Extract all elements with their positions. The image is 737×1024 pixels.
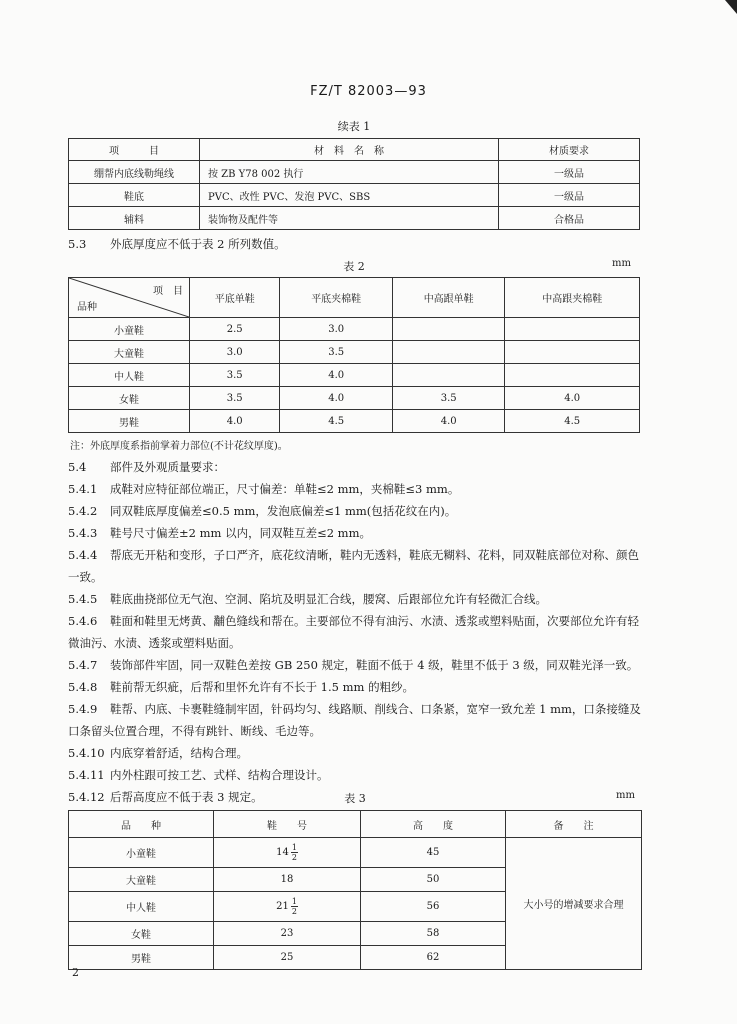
table2-cell: 3.5 [190,364,280,387]
section-5-3 [68,233,646,255]
table3-cell: 女鞋 [69,922,214,946]
table-3 [68,810,642,970]
table2-header: 平底单鞋 [190,278,280,318]
paragraph [68,478,646,500]
fraction-numerator: 1 [291,843,297,852]
paragraph-number: 5.4.4 [68,548,98,562]
table3-header: 鞋 号 [214,811,361,838]
page-number: 2 [72,966,79,979]
table-2 [68,277,640,433]
paragraph-text: 鞋底曲挠部位无气泡、空洞、陷坑及明显汇合线，腰窝、后跟部位允许有轻微汇合线。 [110,592,547,606]
table2-cell [392,364,505,387]
table2-corner-bottom: 品种 [77,302,97,313]
paragraph [68,500,646,522]
table3-header: 品 种 [69,811,214,838]
table2-cell: 4.5 [505,410,640,433]
table2-header-row [69,278,640,318]
table2-cell: 4.0 [280,387,393,410]
paragraph-number: 5.4.5 [68,592,98,606]
paragraph [68,698,646,742]
size-whole: 14 [276,847,289,858]
table3-size-cell: 23 [214,922,361,946]
paragraph-text: 同双鞋底厚度偏差≤0.5 mm，发泡底偏差≤1 mm(包括花纹在内)。 [110,504,457,518]
table-row [69,161,640,184]
table2-cell: 4.5 [280,410,393,433]
size-fraction [291,897,298,916]
paragraph-text: 内外柱跟可按工艺、式样、结构合理设计。 [110,768,329,782]
paragraph [68,676,646,698]
table-row [69,410,640,433]
paragraph-text: 内底穿着舒适，结构合理。 [110,746,248,760]
table2-cell: 3.0 [280,318,393,341]
table2-cell: 4.0 [280,364,393,387]
table3-cell: 男鞋 [69,946,214,970]
table3-cell: 小童鞋 [69,838,214,868]
table-row [69,387,640,410]
table1-header-requirement: 材质要求 [499,139,640,161]
table3-size-cell: 25 [214,946,361,970]
table3-size-cell [214,838,361,868]
paragraph-number: 5.4.6 [68,614,98,628]
table2-cell: 男鞋 [69,410,190,433]
table2-header: 平底夹棉鞋 [280,278,393,318]
table2-cell [505,318,640,341]
table-row [69,838,642,868]
table1-cell: 一级品 [499,161,640,184]
table2-cell [392,341,505,364]
fraction-numerator: 1 [291,897,297,906]
paragraph-number: 5.4.12 [68,790,105,804]
paragraph [68,588,646,610]
table2-cell [392,318,505,341]
section-number: 5.3 [68,237,87,251]
fraction-denominator: 2 [291,853,297,862]
table2-cell: 3.0 [190,341,280,364]
table1-cell: 鞋底 [69,184,200,207]
table2-cell: 4.0 [392,410,505,433]
paragraph-number: 5.4.3 [68,526,98,540]
table3-cell: 45 [361,838,506,868]
paragraph-number: 5.4.1 [68,482,98,496]
paragraph-number: 5.4.8 [68,680,98,694]
paragraph-text: 鞋帮、内底、卡裹鞋缝制牢固，针码均匀、线路顺、削线合、口条紧，宽窄一致允差 1 mm，口条接缝及口条留头位置合理，不得有跳针、断线、毛边等。 [68,702,641,738]
table1-cell: 装饰物及配件等 [200,207,499,230]
table3-cell: 中人鞋 [69,892,214,922]
paragraph-text: 部件及外观质量要求： [110,460,225,474]
paragraph [68,764,646,786]
paragraph-number: 5.4 [68,460,87,474]
table3-caption: 表 3 [344,792,366,805]
table2-corner-cell [69,278,190,318]
paragraph [68,742,646,764]
table3-cell: 62 [361,946,506,970]
table3-remark: 大小号的增减要求合理 [506,838,642,970]
paragraph-text: 鞋面和鞋里无烤黄、黼色缝线和帮在。主要部位不得有油污、水渍、透浆或塑料贴面，次要部位允许有轻微油污、水渍、透浆或塑料贴面。 [68,614,639,650]
paragraph [68,610,646,654]
size-whole: 21 [276,901,289,912]
page-corner-mark-icon [725,0,737,14]
table1-cell: 绷帮内底线勒绳线 [69,161,200,184]
table2-cell: 3.5 [392,387,505,410]
table1-header-material: 材 料 名 称 [200,139,499,161]
table1-cell: 一级品 [499,184,640,207]
table-row [69,207,640,230]
table3-cell: 大童鞋 [69,868,214,892]
table3-header: 备 注 [506,811,642,838]
paragraph [68,654,646,676]
table2-unit: mm [612,258,631,269]
table2-cell: 女鞋 [69,387,190,410]
table2-caption: 表 2 [343,260,365,273]
table1-cell: 合格品 [499,207,640,230]
table1-header-item: 项 目 [69,139,200,161]
paragraph-text: 成鞋对应特征部位端正，尺寸偏差：单鞋≤2 mm，夹棉鞋≤3 mm。 [110,482,460,496]
table-row [69,364,640,387]
paragraph [68,522,646,544]
table2-corner-top: 项 目 [153,286,183,297]
table-row [69,318,640,341]
section-text: 外底厚度应不低于表 2 所列数值。 [110,237,286,251]
paragraph-number: 5.4.9 [68,702,98,716]
table2-cell: 4.0 [190,410,280,433]
table3-cell: 56 [361,892,506,922]
paragraph-text: 装饰部件牢固，同一双鞋色差按 GB 250 规定，鞋面不低于 4 级，鞋里不低于 3 级，同双鞋光泽一致。 [110,658,639,672]
table3-size-cell [214,892,361,922]
table2-cell: 3.5 [190,387,280,410]
paragraph-number: 5.4.11 [68,768,105,782]
table3-header-row [69,811,642,838]
table3-size-cell: 18 [214,868,361,892]
table1-cell: 辅料 [69,207,200,230]
paragraph-number: 5.4.7 [68,658,98,672]
table2-cell: 3.5 [280,341,393,364]
paragraph [68,544,646,588]
table2-header: 中高跟单鞋 [392,278,505,318]
table-1 [68,138,640,230]
table3-cell: 50 [361,868,506,892]
paragraph-text: 鞋前帮无织疵，后帮和里怀允许有不长于 1.5 mm 的粗纱。 [110,680,415,694]
paragraph [68,456,646,478]
table-row [69,341,640,364]
table1-cell: PVC、改性 PVC、发泡 PVC、SBS [200,184,499,207]
table2-note: 注：外底厚度系指前掌着力部位(不计花纹厚度)。 [70,441,288,452]
table2-cell: 中人鞋 [69,364,190,387]
paragraph-text: 后帮高度应不低于表 3 规定。 [110,790,263,804]
size-fraction [291,843,298,862]
table3-cell: 58 [361,922,506,946]
table1-cell: 按 ZB Y78 002 执行 [200,161,499,184]
table2-cell: 2.5 [190,318,280,341]
fraction-denominator: 2 [291,907,297,916]
paragraph-number: 5.4.10 [68,746,105,760]
table2-header: 中高跟夹棉鞋 [505,278,640,318]
section-5-4-list [68,456,646,808]
paragraph-text: 帮底无开粘和变形，子口严齐，底花纹清晰，鞋内无透料，鞋底无糊料、花料，同双鞋底部位对称、颜色一致。 [68,548,639,584]
table1-header-row [69,139,640,161]
document-code: FZ/T 82003—93 [310,84,427,99]
paragraph-text: 鞋号尺寸偏差±2 mm 以内，同双鞋互差≤2 mm。 [110,526,371,540]
table-row [69,184,640,207]
table3-unit: mm [616,790,635,801]
table3-header: 高 度 [361,811,506,838]
paragraph-number: 5.4.2 [68,504,98,518]
table2-cell [505,364,640,387]
table2-cell: 小童鞋 [69,318,190,341]
table2-cell: 4.0 [505,387,640,410]
table2-cell: 大童鞋 [69,341,190,364]
table2-cell [505,341,640,364]
table1-caption: 续表 1 [337,120,371,133]
